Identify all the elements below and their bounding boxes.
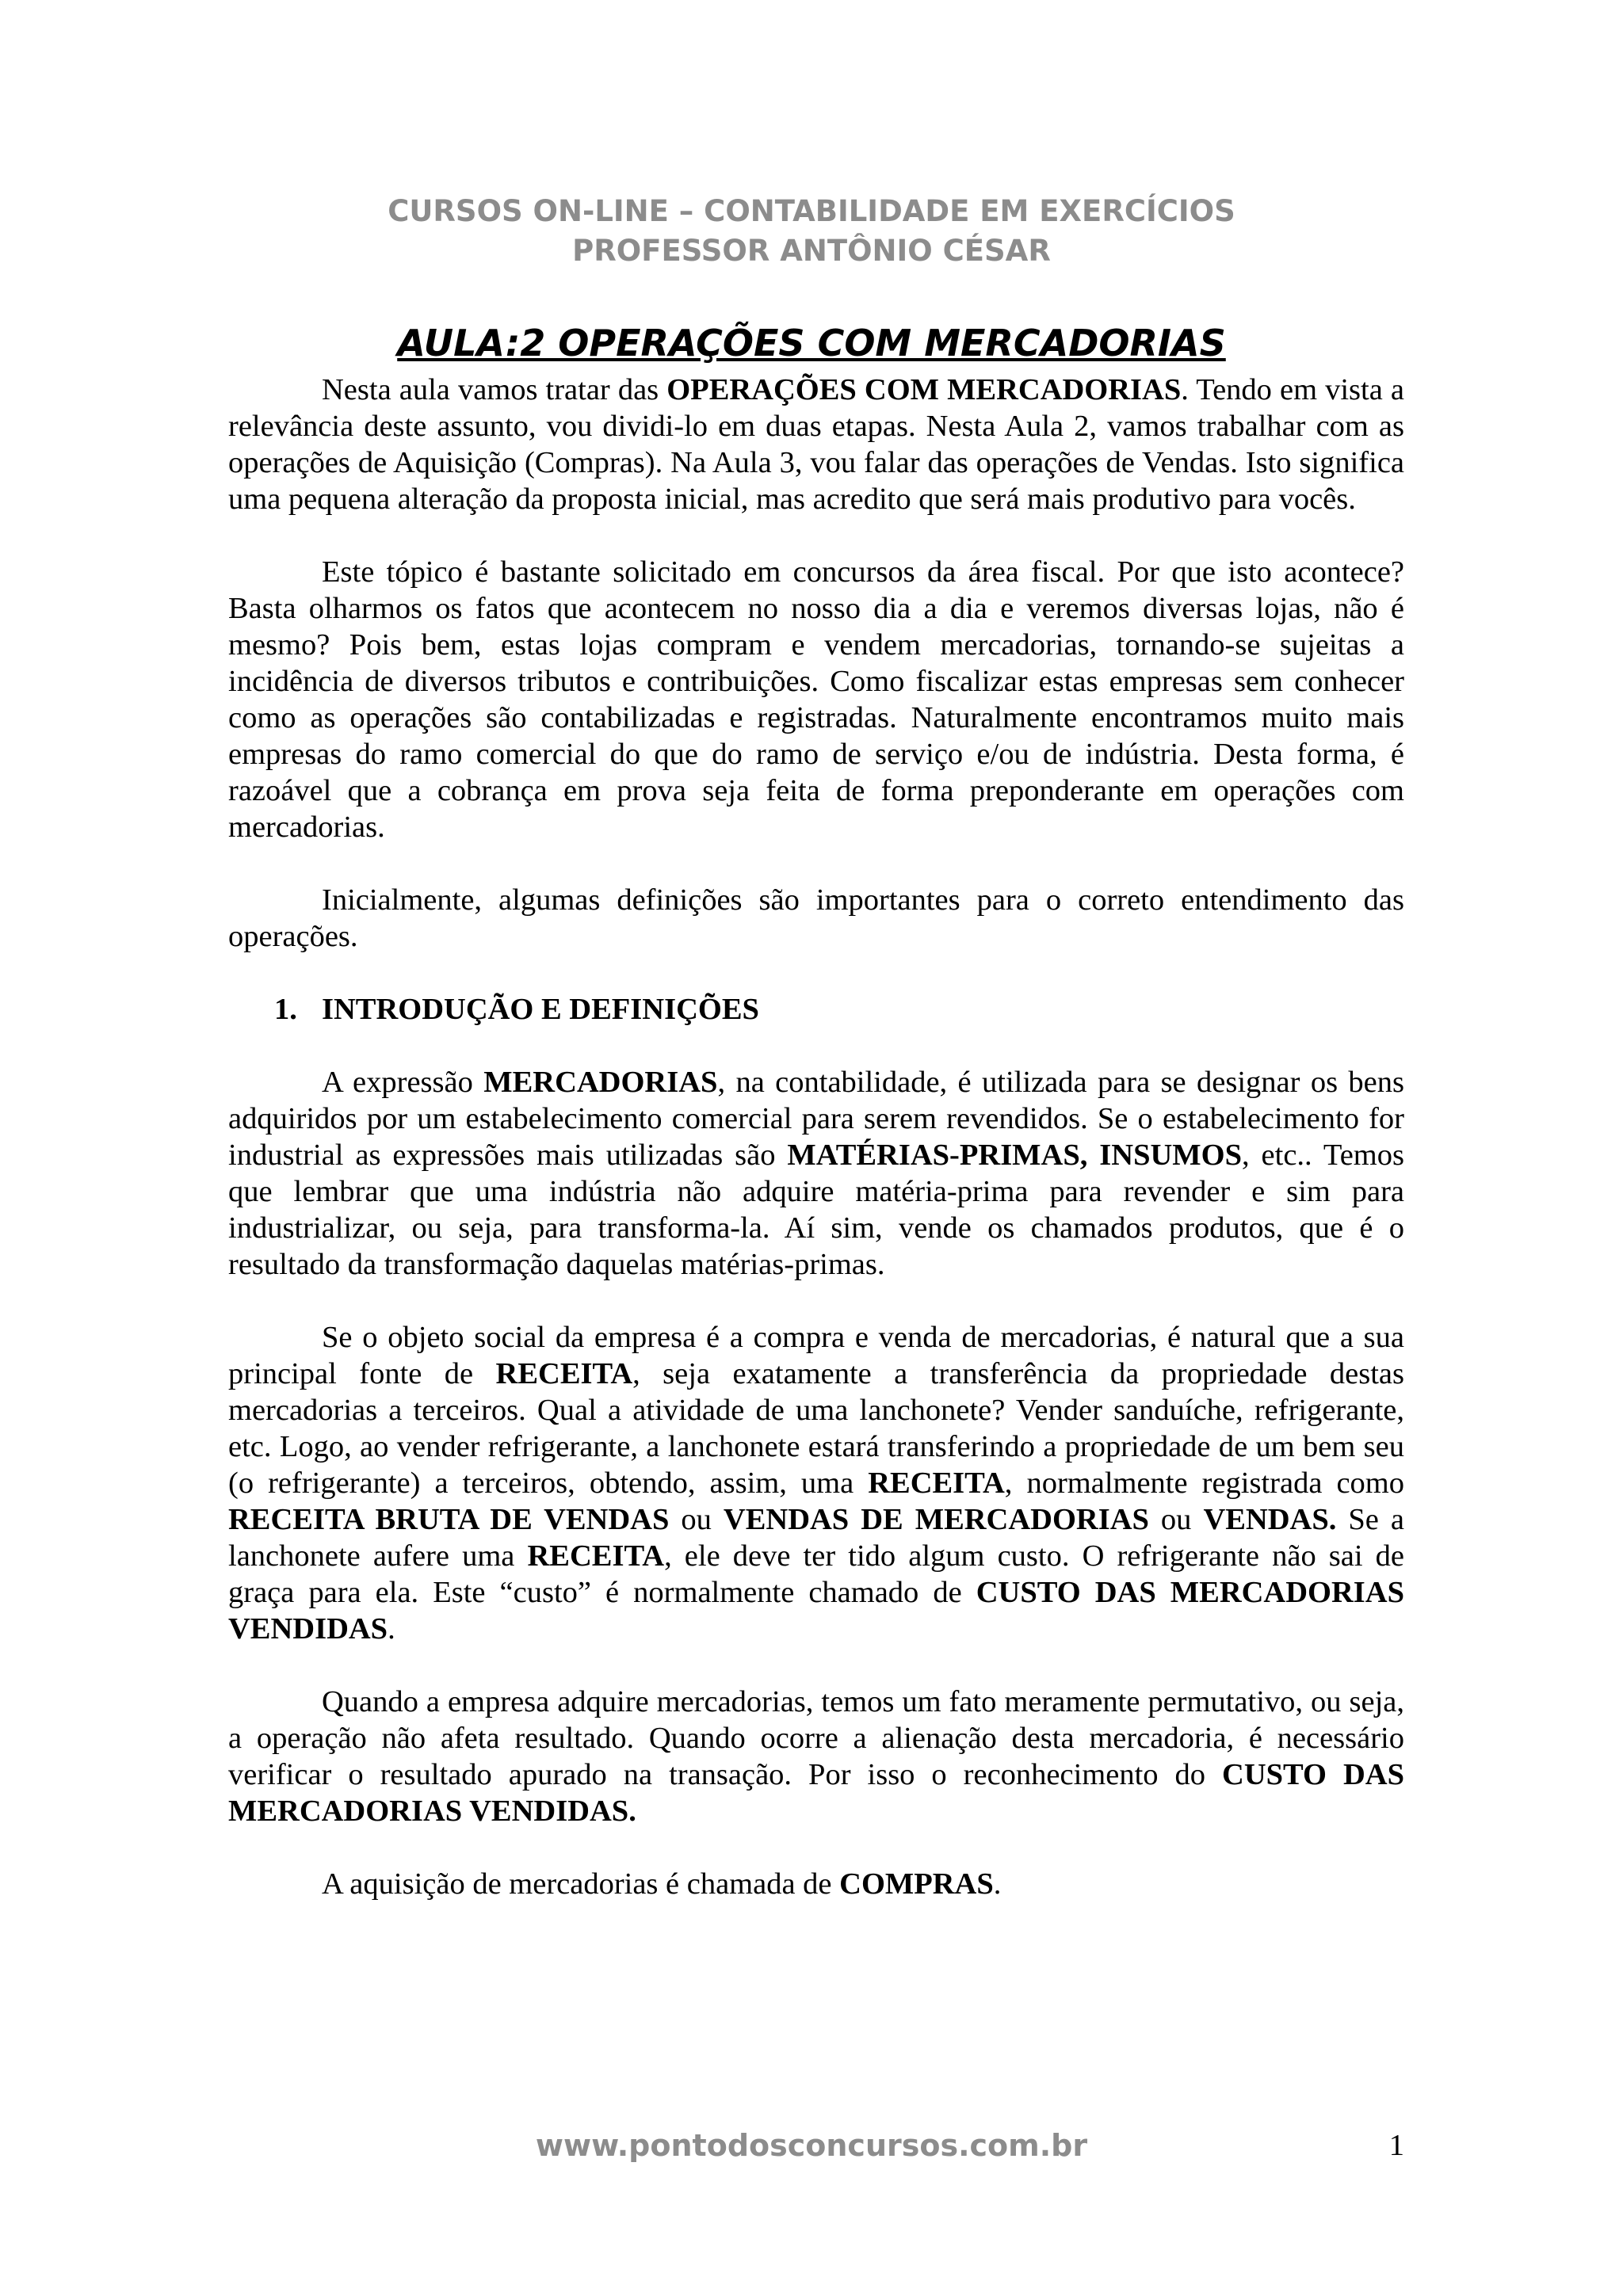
bold-term: RECEITA xyxy=(868,1466,1005,1500)
text-run: Nesta aula vamos tratar das xyxy=(322,373,667,406)
page-number: 1 xyxy=(1388,2129,1404,2162)
paragraph-mercadorias xyxy=(228,1064,1404,1283)
text-run: Se a lanchonete aufere uma xyxy=(228,1503,1404,1573)
professor-header-line: PROFESSOR ANTÔNIO CÉSAR xyxy=(572,234,1051,268)
paragraph-spacer xyxy=(228,845,1404,882)
bold-term: RECEITA BRUTA DE VENDAS xyxy=(228,1503,670,1536)
bold-term: VENDAS DE MERCADORIAS xyxy=(723,1503,1149,1536)
paragraph-custo xyxy=(228,1684,1404,1829)
section-number: 1. xyxy=(274,993,297,1026)
text-run: , etc.. Temos que lembrar que uma indústria não adquire matéria-prima para revender e sim para industrializar, ou seja, para transforma-la. Aí sim, vende os chamados produtos, que é o resultado da transformação daquelas matérias-primas. xyxy=(228,1138,1404,1281)
paragraph-spacer xyxy=(228,1028,1404,1064)
text-run: Se o objeto social da empresa é a compra e venda de mercadorias, é natural que a sua principal fonte de xyxy=(228,1321,1404,1390)
paragraph-spacer xyxy=(228,955,1404,991)
text-run: , ele deve ter tido algum custo. O refrigerante não sai de graça para ela. Este “custo” é normalmente chamado de xyxy=(228,1539,1405,1609)
bold-term: CUSTO DAS MERCADORIAS VENDIDAS. xyxy=(228,1758,1404,1828)
paragraph-spacer xyxy=(228,1829,1404,1866)
bold-term: VENDAS. xyxy=(1203,1503,1337,1536)
paragraph-spacer xyxy=(228,1283,1404,1319)
lesson-title: AULA:2 OPERAÇÕES COM MERCADORIAS xyxy=(397,322,1226,364)
course-header-line: CURSOS ON-LINE – CONTABILIDADE EM EXERCÍCIOS xyxy=(388,194,1235,228)
paragraph-receita xyxy=(228,1319,1404,1647)
paragraph-spacer xyxy=(228,1647,1404,1684)
text-run: A expressão xyxy=(322,1066,484,1099)
bold-term: RECEITA xyxy=(527,1539,665,1573)
text-run: Quando a empresa adquire mercadorias, temos um fato meramente permutativo, ou seja, a operação não afeta resultado. Quando ocorre a alienação desta mercadoria, é necessário verificar o resultado apurado na transação. Por isso o reconhecimento do xyxy=(228,1685,1404,1791)
text-run: , na contabilidade, é utilizada para se designar os bens adquiridos por um estabelecimento comercial para serem revendidos. Se o estabelecimento for industrial as expressões mais utilizadas são xyxy=(228,1066,1405,1172)
bold-term: OPERAÇÕES COM MERCADORIAS xyxy=(666,373,1182,406)
text-run: , normalmente registrada como xyxy=(1004,1466,1404,1500)
text-run: . xyxy=(388,1612,395,1646)
bold-term: CUSTO DAS MERCADORIAS VENDIDAS xyxy=(228,1576,1404,1646)
bold-term: MATÉRIAS-PRIMAS, INSUMOS xyxy=(787,1138,1242,1172)
text-run: ou xyxy=(669,1503,724,1536)
paragraph-compras xyxy=(228,1866,1404,1902)
paragraph-intro xyxy=(228,372,1404,517)
bold-term: COMPRAS xyxy=(839,1867,994,1901)
footer-url: www.pontodosconcursos.com.br xyxy=(535,2128,1088,2163)
text-run: . Tendo em vista a relevância deste assunto, vou dividi-lo em duas etapas. Nesta Aula 2, vamos trabalhar com as operações de Aquisição (Compras). Na Aula 3, vou falar das operações de Vendas. Isto significa uma pequena alteração da proposta inicial, mas acredito que será mais produtivo para vocês. xyxy=(228,373,1404,516)
text-run: , seja exatamente a transferência da propriedade destas mercadorias a terceiros. Qual a atividade de uma lanchonete? Vender sanduíche, refrigerante, etc. Logo, ao vender refrigerante, a lanchonete estará transferindo a propriedade de um bem seu (o refrigerante) a terceiros, obtendo, assim, uma xyxy=(228,1357,1404,1500)
section-title: INTRODUÇÃO E DEFINIÇÕES xyxy=(322,993,759,1026)
text-run: A aquisição de mercadorias é chamada de xyxy=(322,1867,840,1901)
text-run: . xyxy=(993,1867,1002,1901)
paragraph-definitions-intro: Inicialmente, algumas definições são importantes para o correto entendimento das operações. xyxy=(228,883,1404,953)
bold-term: RECEITA xyxy=(495,1357,633,1390)
paragraph-topic: Este tópico é bastante solicitado em concursos da área fiscal. Por que isto acontece? Basta olharmos os fatos que acontecem no nosso dia a dia e veremos diversas lojas, não é mesmo? Pois bem, estas lojas compram e vendem mercadorias, tornando-se sujeitas a incidência de diversos tributos e contribuições. Como fiscalizar estas empresas sem conhecer como as operações são contabilizadas e registradas. Naturalmente encontramos muito mais empresas do ramo comercial do que do ramo de serviço e/ou de indústria. Desta forma, é razoável que a cobrança em prova seja feita de forma preponderante em operações com mercadorias. xyxy=(228,555,1404,844)
document-body xyxy=(228,372,1404,1902)
text-run: ou xyxy=(1148,1503,1204,1536)
paragraph-spacer xyxy=(228,517,1404,554)
section-heading xyxy=(228,991,1404,1028)
bold-term: MERCADORIAS xyxy=(483,1066,718,1099)
